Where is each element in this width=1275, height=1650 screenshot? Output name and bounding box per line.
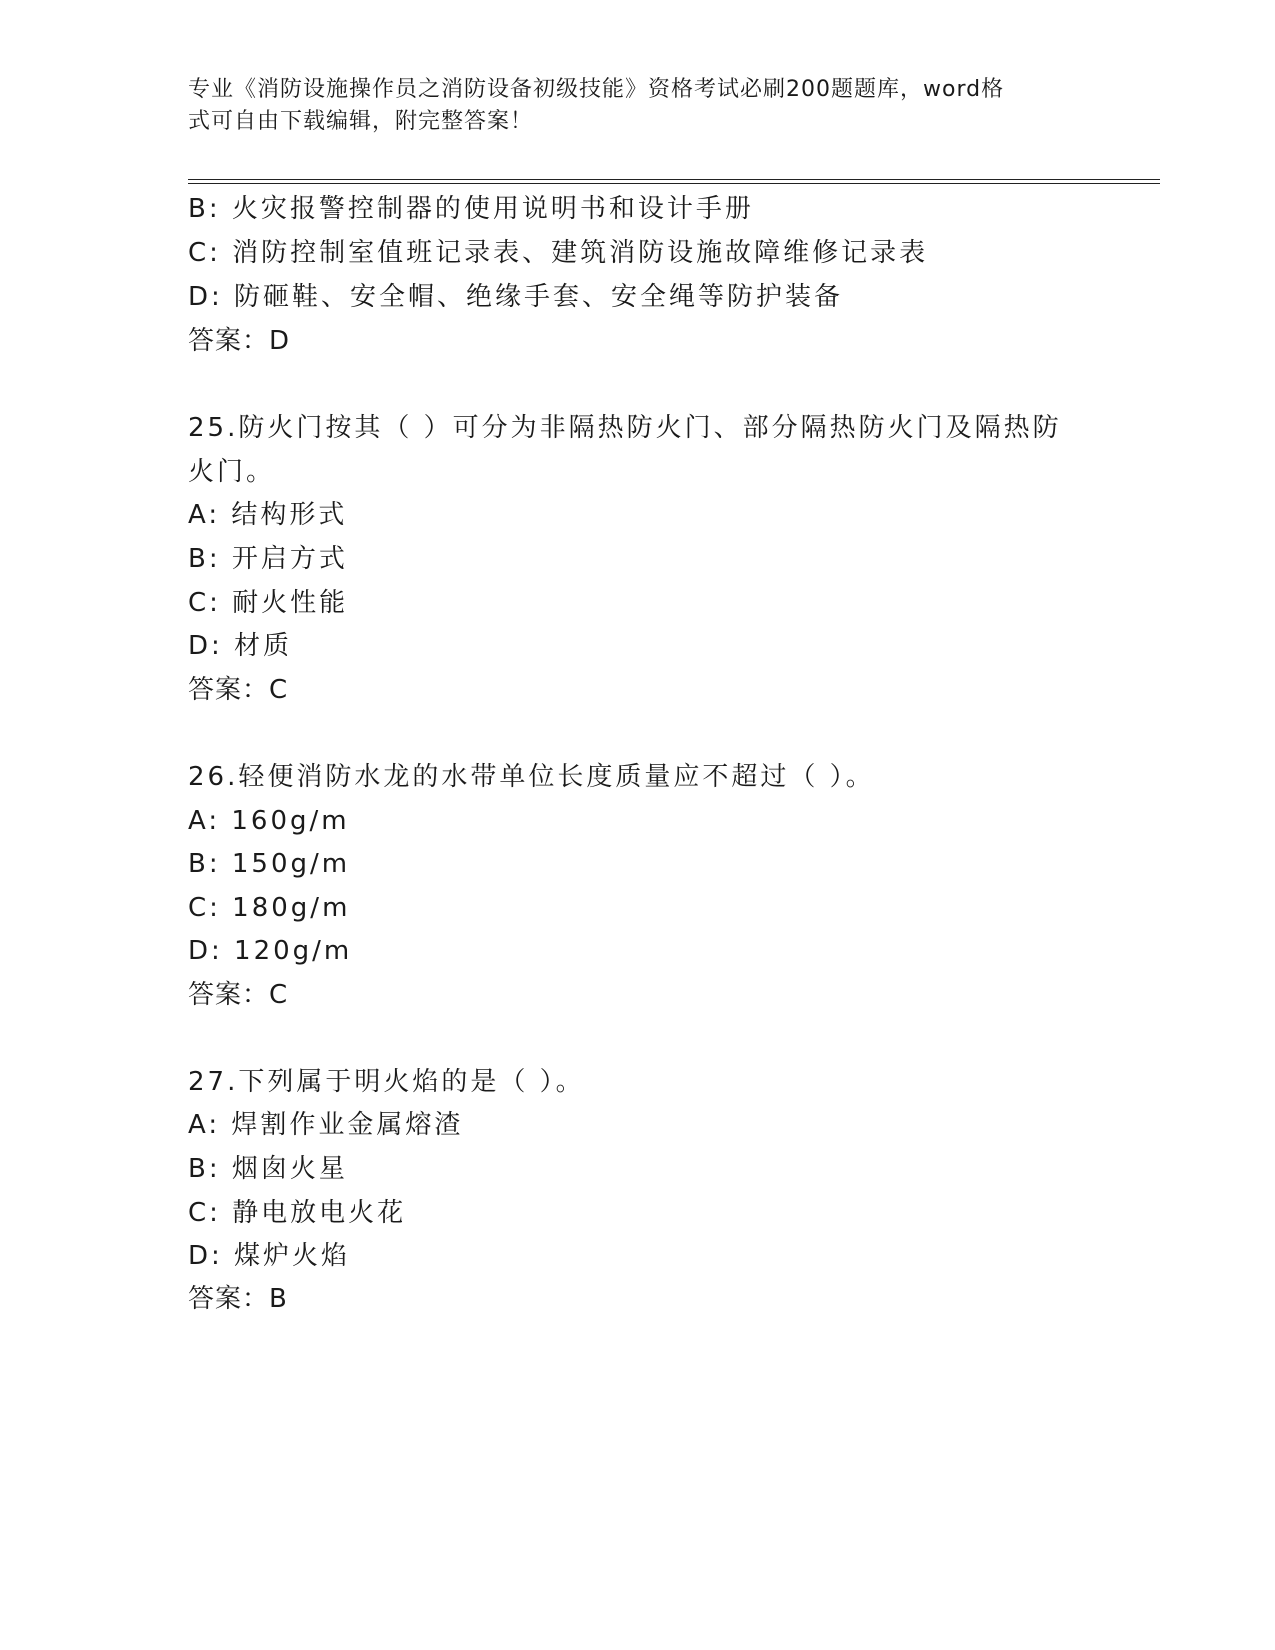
header-divider-top (188, 179, 1160, 180)
option-d: D: 防砸鞋、安全帽、绝缘手套、安全绳等防护装备 (188, 282, 844, 312)
option-b: B: 开启方式 (188, 544, 348, 574)
option-c: C: 消防控制室值班记录表、建筑消防设施故障维修记录表 (188, 238, 929, 268)
answer: 答案：C (188, 980, 289, 1010)
question-stem: 25.防火门按其（ ）可分为非隔热防火门、部分隔热防火门及隔热防 (188, 413, 1062, 443)
answer: 答案：B (188, 1284, 288, 1314)
option-d: D: 材质 (188, 631, 293, 661)
option-b: B: 150g/m (188, 849, 351, 879)
option-a: A: 160g/m (188, 806, 350, 836)
option-c: C: 静电放电火花 (188, 1198, 407, 1228)
option-b: B: 烟囱火星 (188, 1154, 348, 1184)
question-stem: 26.轻便消防水龙的水带单位长度质量应不超过（ ）。 (188, 762, 875, 792)
option-d: D: 120g/m (188, 936, 353, 966)
header-line-2: 式可自由下载编辑，附完整答案！ (188, 109, 534, 134)
question-stem: 27.下列属于明火焰的是（ ）。 (188, 1067, 585, 1097)
option-c: C: 180g/m (188, 893, 351, 923)
question-stem-continued: 火门。 (188, 457, 276, 487)
option-a: A: 结构形式 (188, 500, 348, 530)
document-header (188, 74, 1068, 138)
option-d: D: 煤炉火焰 (188, 1241, 351, 1271)
option-a: A: 焊割作业金属熔渣 (188, 1110, 464, 1140)
answer: 答案：C (188, 675, 289, 705)
option-c: C: 耐火性能 (188, 588, 349, 618)
header-divider-bottom (188, 183, 1160, 184)
answer: 答案：D (188, 326, 291, 356)
header-line-1: 专业《消防设施操作员之消防设备初级技能》资格考试必刷200题题库，word格 (188, 77, 1005, 102)
option-b: B: 火灾报警控制器的使用说明书和设计手册 (188, 194, 754, 224)
